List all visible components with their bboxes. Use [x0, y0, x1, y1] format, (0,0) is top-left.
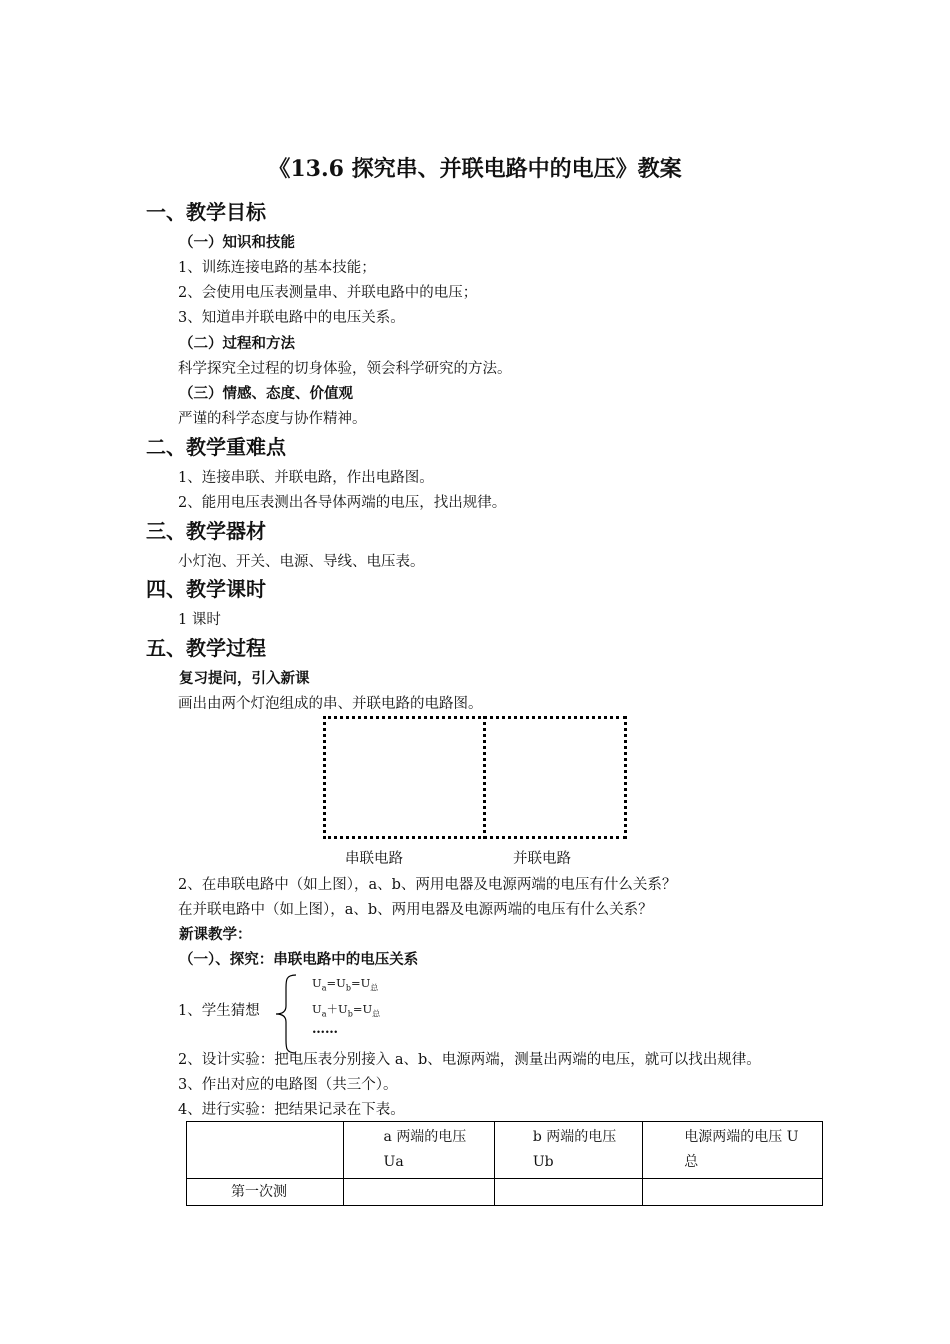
- goal-item: 1、训练连接电路的基本技能；: [178, 260, 376, 276]
- table-cell: 第一次测: [187, 1179, 344, 1206]
- parallel-circuit-label: 并联电路: [513, 851, 571, 867]
- new-lesson-label: 新课教学：: [179, 926, 252, 943]
- step-experiment: 4、进行实验：把结果记录在下表。: [178, 1102, 405, 1118]
- results-table: [186, 1121, 823, 1206]
- question-parallel: 在并联电路中（如上图），a、b、两用电器及电源两端的电压有什么关系？: [178, 902, 653, 918]
- step-design: 2、设计实验：把电压表分别接入 a、b、电源两端，测量出两端的电压，就可以找出规律。: [178, 1052, 761, 1068]
- hours-text: 1 课时: [178, 612, 221, 628]
- review-text: 画出由两个灯泡组成的串、并联电路的电路图。: [178, 696, 483, 712]
- attitude-text: 严谨的科学态度与协作精神。: [178, 411, 367, 427]
- section-heading-goals: 一、教学目标: [146, 200, 266, 224]
- table-row: [187, 1179, 823, 1206]
- guess-formula-1: $U_a=U_b=U_总$: [312, 976, 379, 993]
- table-header-cell: 电源两端的电压 U 总: [643, 1122, 823, 1179]
- process-text: 科学探究全过程的切身体验，领会科学研究的方法。: [178, 361, 512, 377]
- series-circuit-label: 串联电路: [345, 851, 403, 867]
- explore-title: （一）、探究：串联电路中的电压关系: [179, 951, 419, 968]
- subheading-knowledge: （一）知识和技能: [179, 234, 295, 251]
- table-cell: [643, 1179, 823, 1206]
- table-header-row: [187, 1122, 823, 1179]
- question-series: 2、在串联电路中（如上图），a、b、两用电器及电源两端的电压有什么关系？: [178, 877, 677, 893]
- guess-label: 1、学生猜想: [178, 1003, 260, 1019]
- subheading-process: （二）过程和方法: [179, 335, 295, 352]
- series-circuit-box: [323, 716, 486, 839]
- equipment-text: 小灯泡、开关、电源、导线、电压表。: [178, 554, 425, 570]
- key-point-item: 1、连接串联、并联电路，作出电路图。: [178, 470, 434, 486]
- table-cell: [494, 1179, 642, 1206]
- guess-ellipsis: ……: [312, 1022, 338, 1037]
- review-title: 复习提问，引入新课: [179, 670, 310, 687]
- table-cell: [343, 1179, 494, 1206]
- section-heading-hours: 四、教学课时: [146, 577, 266, 601]
- section-heading-process: 五、教学过程: [146, 636, 266, 660]
- subheading-attitude: （三）情感、态度、价值观: [179, 385, 353, 402]
- goal-item: 2、会使用电压表测量串、并联电路中的电压；: [178, 285, 478, 301]
- page-title: 《13.6 探究串、并联电路中的电压》教案: [268, 156, 682, 182]
- table-header-cell: [187, 1122, 344, 1179]
- section-heading-equipment: 三、教学器材: [146, 519, 266, 543]
- goal-item: 3、知道串并联电路中的电压关系。: [178, 310, 405, 326]
- table-header-cell: a 两端的电压 Ua: [343, 1122, 494, 1179]
- parallel-circuit-box: [483, 716, 627, 839]
- table-header-cell: b 两端的电压 Ub: [494, 1122, 642, 1179]
- guess-formula-2: $U_a+U_b=U_总$: [312, 1002, 381, 1019]
- section-heading-key-points: 二、教学重难点: [146, 435, 286, 459]
- left-brace-icon: [274, 974, 298, 1054]
- step-diagram: 3、作出对应的电路图（共三个）。: [178, 1077, 398, 1093]
- key-point-item: 2、能用电压表测出各导体两端的电压，找出规律。: [178, 495, 507, 511]
